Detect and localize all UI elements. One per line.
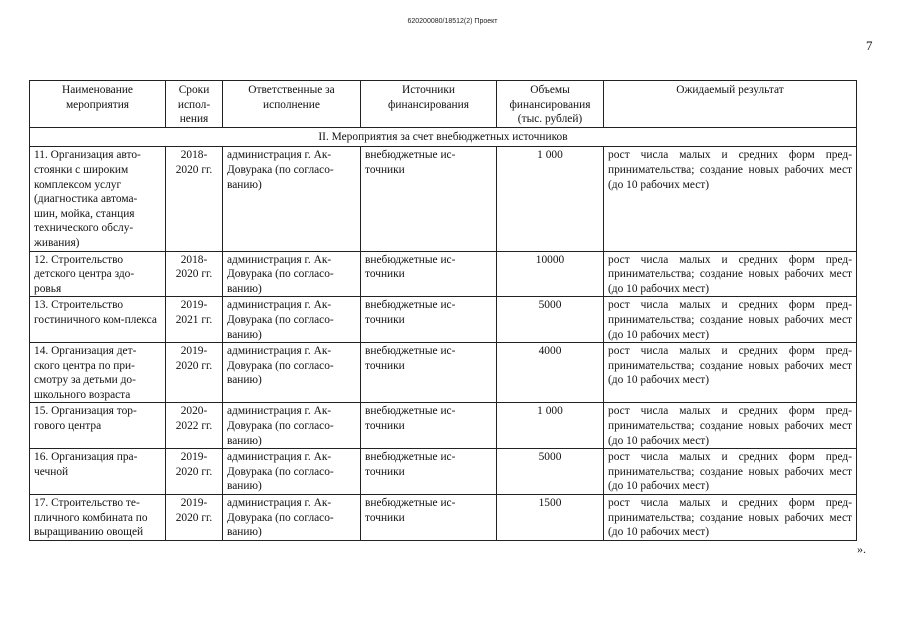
cell-source: внебюджетные ис-точники <box>361 403 497 449</box>
cell-result: рост числа малых и средних форм пред-принимательства; создание новых рабочих мест (до 10 рабочих мест) <box>604 449 857 495</box>
cell-source: внебюджетные ис-точники <box>361 343 497 403</box>
column-header-responsible: Ответственные за исполнение <box>223 81 361 128</box>
column-header-source: Источники финансирования <box>361 81 497 128</box>
table-row <box>30 297 857 343</box>
cell-term: 2018-2020 гг. <box>166 251 223 297</box>
cell-source: внебюджетные ис-точники <box>361 449 497 495</box>
page-number: 7 <box>866 38 873 53</box>
document-code: 620200080/18512(2) Проект <box>407 18 498 25</box>
cell-name: 15. Организация тор-гового центра <box>30 403 166 449</box>
cell-volume: 1 000 <box>497 147 604 251</box>
cell-source: внебюджетные ис-точники <box>361 251 497 297</box>
cell-volume: 5000 <box>497 297 604 343</box>
section-title: II. Мероприятия за счет внебюджетных источников <box>30 127 857 147</box>
cell-source: внебюджетные ис-точники <box>361 297 497 343</box>
cell-volume: 10000 <box>497 251 604 297</box>
cell-term: 2020-2022 гг. <box>166 403 223 449</box>
cell-name: 12. Строительство детского центра здо-ровья <box>30 251 166 297</box>
cell-name: 11. Организация авто-стоянки с широким комплексом услуг (диагностика автома-шин, мойка, станция технического обслу-живания) <box>30 147 166 251</box>
section-row <box>30 127 857 147</box>
cell-volume: 1 000 <box>497 403 604 449</box>
cell-source: внебюджетные ис-точники <box>361 495 497 541</box>
cell-volume: 1500 <box>497 495 604 541</box>
cell-responsible: администрация г. Ак-Довурака (по согласо-ванию) <box>223 297 361 343</box>
cell-term: 2019-2021 гг. <box>166 297 223 343</box>
cell-responsible: администрация г. Ак-Довурака (по согласо-ванию) <box>223 403 361 449</box>
cell-source: внебюджетные ис-точники <box>361 147 497 251</box>
cell-result: рост числа малых и средних форм пред-принимательства; создание новых рабочих мест (до 10 рабочих мест) <box>604 251 857 297</box>
cell-name: 16. Организация пра-чечной <box>30 449 166 495</box>
table-row <box>30 147 857 251</box>
cell-responsible: администрация г. Ак-Довурака (по согласо-ванию) <box>223 495 361 541</box>
cell-name: 14. Организация дет-ского центра по при-смотру за детьми до-школьного возраста <box>30 343 166 403</box>
cell-result: рост числа малых и средних форм пред-принимательства; создание новых рабочих мест (до 10 рабочих мест) <box>604 147 857 251</box>
cell-term: 2019-2020 гг. <box>166 343 223 403</box>
column-header-name: Наименование мероприятия <box>30 81 166 128</box>
cell-responsible: администрация г. Ак-Довурака (по согласо-ванию) <box>223 449 361 495</box>
measures-table <box>29 80 857 541</box>
cell-term: 2019-2020 гг. <box>166 449 223 495</box>
table-row <box>30 449 857 495</box>
table-row <box>30 495 857 541</box>
cell-volume: 5000 <box>497 449 604 495</box>
cell-result: рост числа малых и средних форм пред-принимательства; создание новых рабочих мест (до 10 рабочих мест) <box>604 403 857 449</box>
cell-term: 2018-2020 гг. <box>166 147 223 251</box>
column-header-term: Сроки испол-нения <box>166 81 223 128</box>
cell-result: рост числа малых и средних форм пред-принимательства; создание новых рабочих мест (до 10 рабочих мест) <box>604 297 857 343</box>
table-header-row <box>30 81 857 128</box>
column-header-result: Ожидаемый результат <box>604 81 857 128</box>
cell-name: 17. Строительство те-пличного комбината по выращиванию овощей <box>30 495 166 541</box>
cell-volume: 4000 <box>497 343 604 403</box>
cell-responsible: администрация г. Ак-Довурака (по согласо-ванию) <box>223 251 361 297</box>
table-row <box>30 343 857 403</box>
cell-name: 13. Строительство гостиничного ком-плекса <box>30 297 166 343</box>
cell-term: 2019-2020 гг. <box>166 495 223 541</box>
cell-responsible: администрация г. Ак-Довурака (по согласо-ванию) <box>223 343 361 403</box>
table-row <box>30 251 857 297</box>
cell-result: рост числа малых и средних форм пред-принимательства; создание новых рабочих мест (до 10 рабочих мест) <box>604 495 857 541</box>
cell-result: рост числа малых и средних форм пред-принимательства; создание новых рабочих мест (до 10 рабочих мест) <box>604 343 857 403</box>
cell-responsible: администрация г. Ак-Довурака (по согласо-ванию) <box>223 147 361 251</box>
table-row <box>30 403 857 449</box>
column-header-volume: Объемы финансирования (тыс. рублей) <box>497 81 604 128</box>
closing-quote-mark: ». <box>857 542 866 556</box>
